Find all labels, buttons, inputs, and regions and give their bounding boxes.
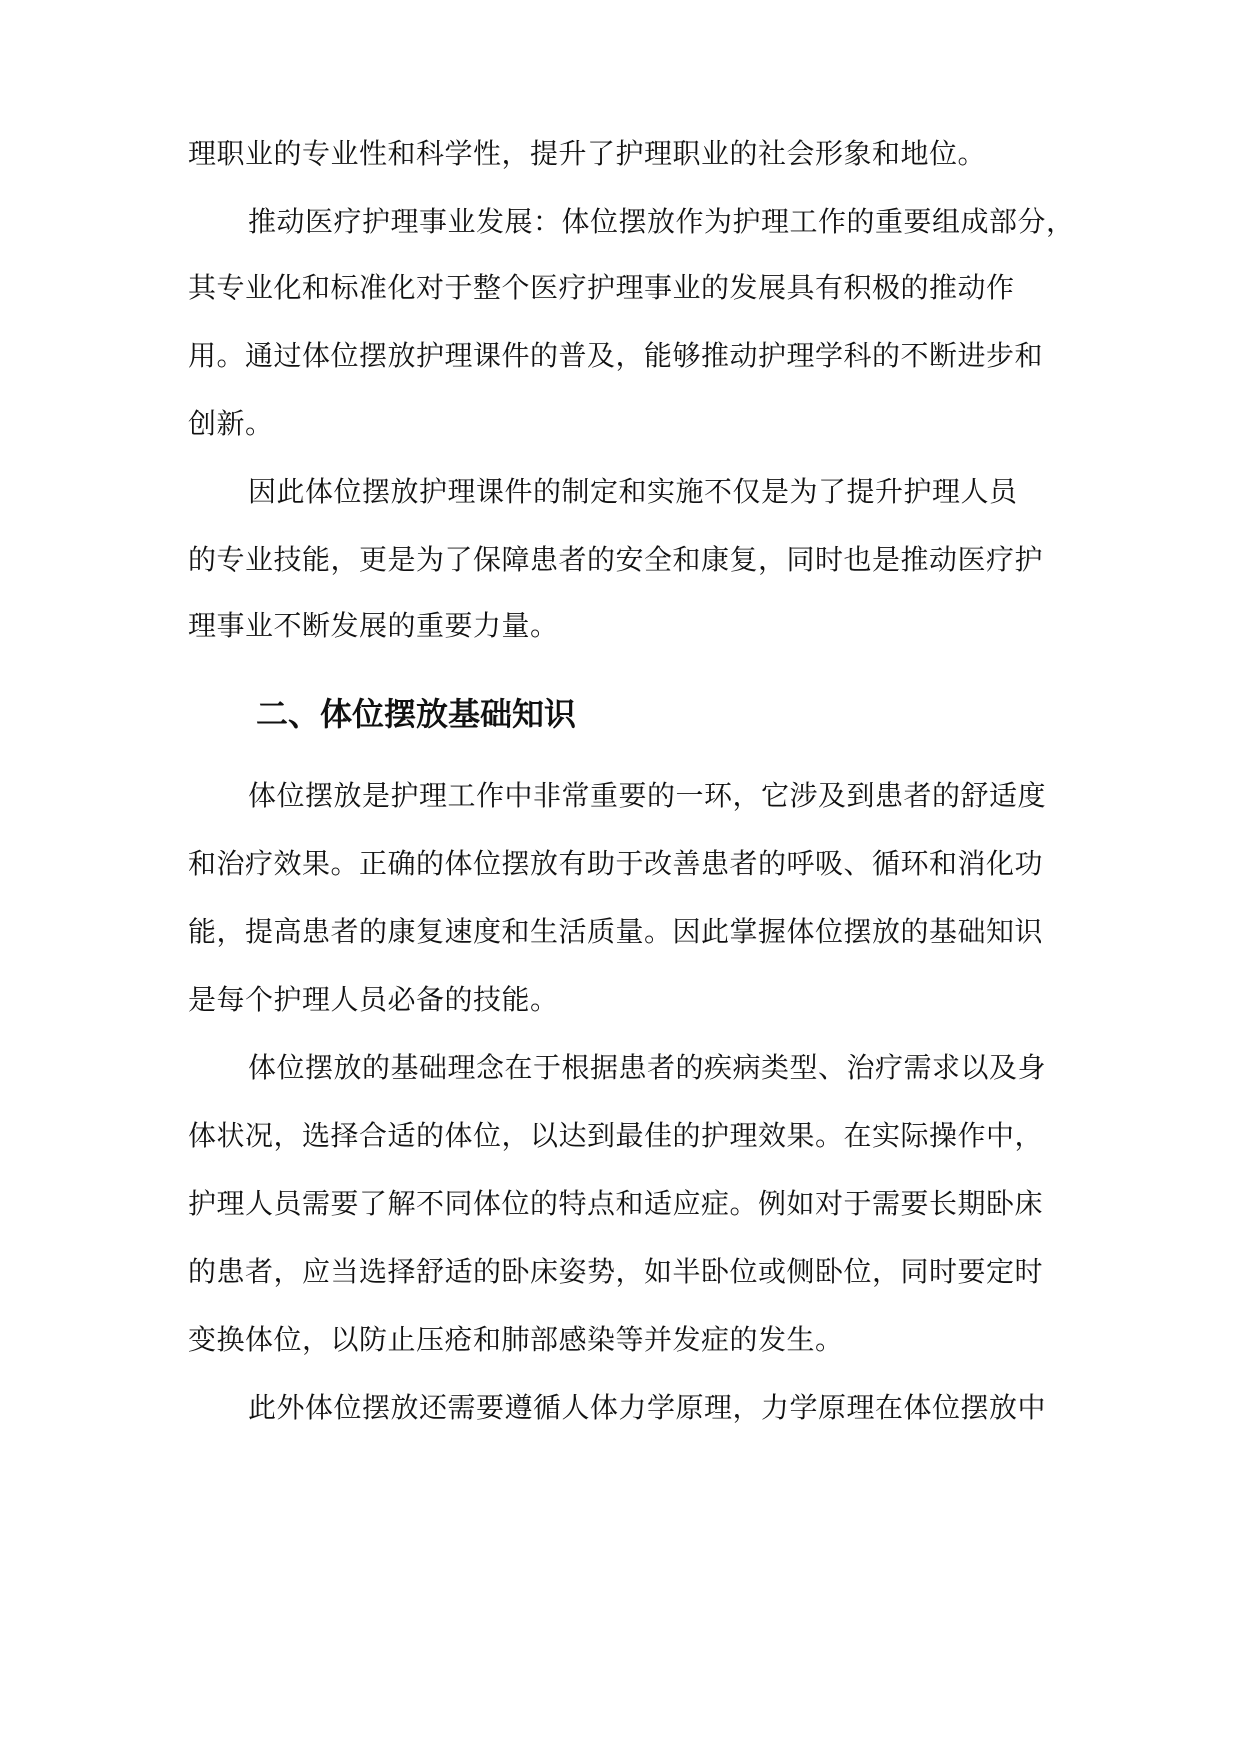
paragraph-line: 推动医疗护理事业发展：体位摆放作为护理工作的重要组成部分， [248,205,1075,238]
paragraph-line: 创新。 [188,407,274,440]
paragraph-line: 此外体位摆放还需要遵循人体力学原理，力学原理在体位摆放中 [248,1391,1047,1424]
paragraph-line: 因此体位摆放护理课件的制定和实施不仅是为了提升护理人员 [248,475,1018,508]
section-heading: 二、体位摆放基础知识 [256,695,577,733]
paragraph-line: 变换体位，以防止压疮和肺部感染等并发症的发生。 [188,1323,844,1356]
paragraph-line: 体位摆放的基础理念在于根据患者的疾病类型、治疗需求以及身 [248,1051,1047,1084]
paragraph-line: 的专业技能，更是为了保障患者的安全和康复，同时也是推动医疗护 [188,543,1044,576]
paragraph-line: 其专业化和标准化对于整个医疗护理事业的发展具有积极的推动作 [188,271,1015,304]
paragraph-line: 的患者，应当选择舒适的卧床姿势，如半卧位或侧卧位，同时要定时 [188,1255,1044,1288]
paragraph-line: 能，提高患者的康复速度和生活质量。因此掌握体位摆放的基础知识 [188,915,1044,948]
paragraph-line: 用。通过体位摆放护理课件的普及，能够推动护理学科的不断进步和 [188,339,1044,372]
paragraph-line: 是每个护理人员必备的技能。 [188,983,559,1016]
paragraph-line: 体位摆放是护理工作中非常重要的一环，它涉及到患者的舒适度 [248,779,1047,812]
paragraph-line: 和治疗效果。正确的体位摆放有助于改善患者的呼吸、循环和消化功 [188,847,1044,880]
paragraph-line: 理职业的专业性和科学性，提升了护理职业的社会形象和地位。 [188,137,987,170]
paragraph-line: 护理人员需要了解不同体位的特点和适应症。例如对于需要长期卧床 [188,1187,1044,1220]
paragraph-line: 体状况，选择合适的体位，以达到最佳的护理效果。在实际操作中， [188,1119,1044,1152]
paragraph-line: 理事业不断发展的重要力量。 [188,609,559,642]
